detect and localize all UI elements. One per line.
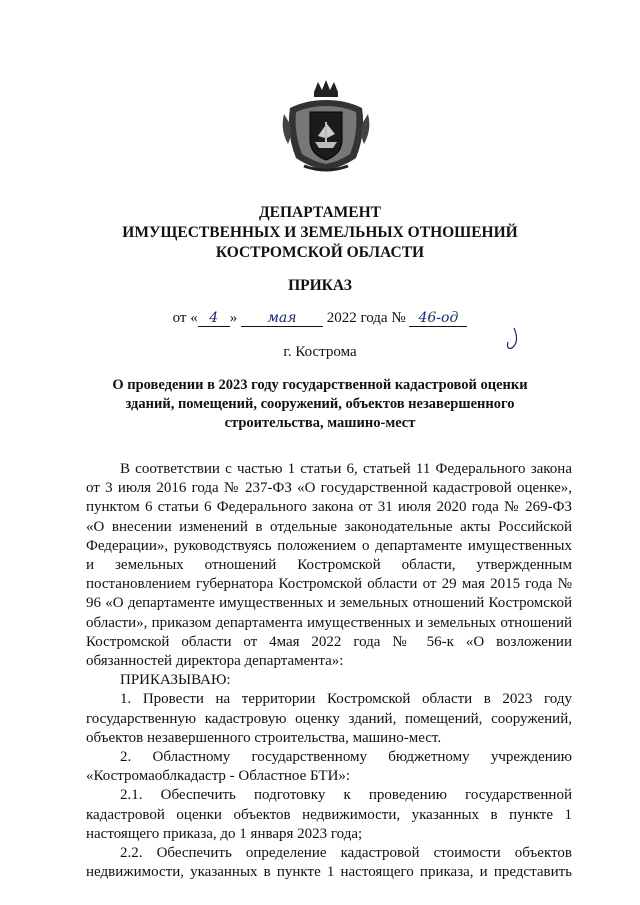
department-line-2: ИМУЩЕСТВЕННЫХ И ЗЕМЕЛЬНЫХ ОТНОШЕНИЙ [122,224,518,241]
city: г. Кострома [283,344,357,360]
clause-2-1: 2.1. Обеспечить подготовку к проведению государственной кадастровой оценки объектов недвижимости, указанных в пункте 1 настоящего приказа, до 1 января 2023 года; [86,787,572,842]
order-body [86,460,572,882]
subject-line-3: строительства, машино-мест [224,415,416,431]
coat-of-arms-emblem [276,78,376,174]
clause-2-2: 2.2. Обеспечить определение кадастровой стоимости объектов недвижимости, указанных в пункте 1 настоящего приказа, и представить [86,845,572,881]
subject-line-2: зданий, помещений, сооружений, объектов незавершенного [125,396,515,412]
order-year-text: 2022 года № [326,310,406,326]
clause-2: 2. Областному государственному бюджетному учреждению «Костромаоблкадастр - Областное БТИ»: [86,749,572,785]
clause-1: 1. Провести на территории Костромской области в 2023 году государственную кадастровую оценку зданий, помещений, сооружений, объектов незавершенного строительства, машино-мест. [86,691,572,746]
order-command: ПРИКАЗЫВАЮ: [120,672,231,689]
order-subject [0,376,640,433]
order-quote-close: » [229,310,238,326]
order-day: 4 [198,310,230,327]
order-number: 46-од [409,310,467,327]
order-month: мая [241,310,323,327]
subject-line-1: О проведении в 2023 году государственной кадастровой оценки [112,377,528,393]
document-type: ПРИКАЗ [288,277,352,294]
preamble-paragraph: В соответствии с частью 1 статьи 6, статьей 11 Федерального закона от 3 июля 2016 года № 237-ФЗ «О государственной кадастровой оценке», пунктом 6 статьи 6 Федерального закона от 31 июля 2020 года № 269-ФЗ «О внесении изменений в отдельные законодательные акты Российской Федерации», руководствуясь положением о департаменте имущественных и земельных отношений Костромской области, утвержденным постановлением губернатора Костромской области от 29 мая 2015 года № 96 «О департаменте имущественных и земельных отношений Костромской области», приказом департамента имущественных и земельных отношений Костромской области от 4мая 2022 года № 56-к «О возложении обязанностей директора департамента»: [86,461,572,670]
order-date-prefix: от « [172,310,198,326]
department-line-3: КОСТРОМСКОЙ ОБЛАСТИ [215,244,425,261]
department-name [0,203,640,263]
department-line-1: ДЕПАРТАМЕНТ [258,204,382,221]
